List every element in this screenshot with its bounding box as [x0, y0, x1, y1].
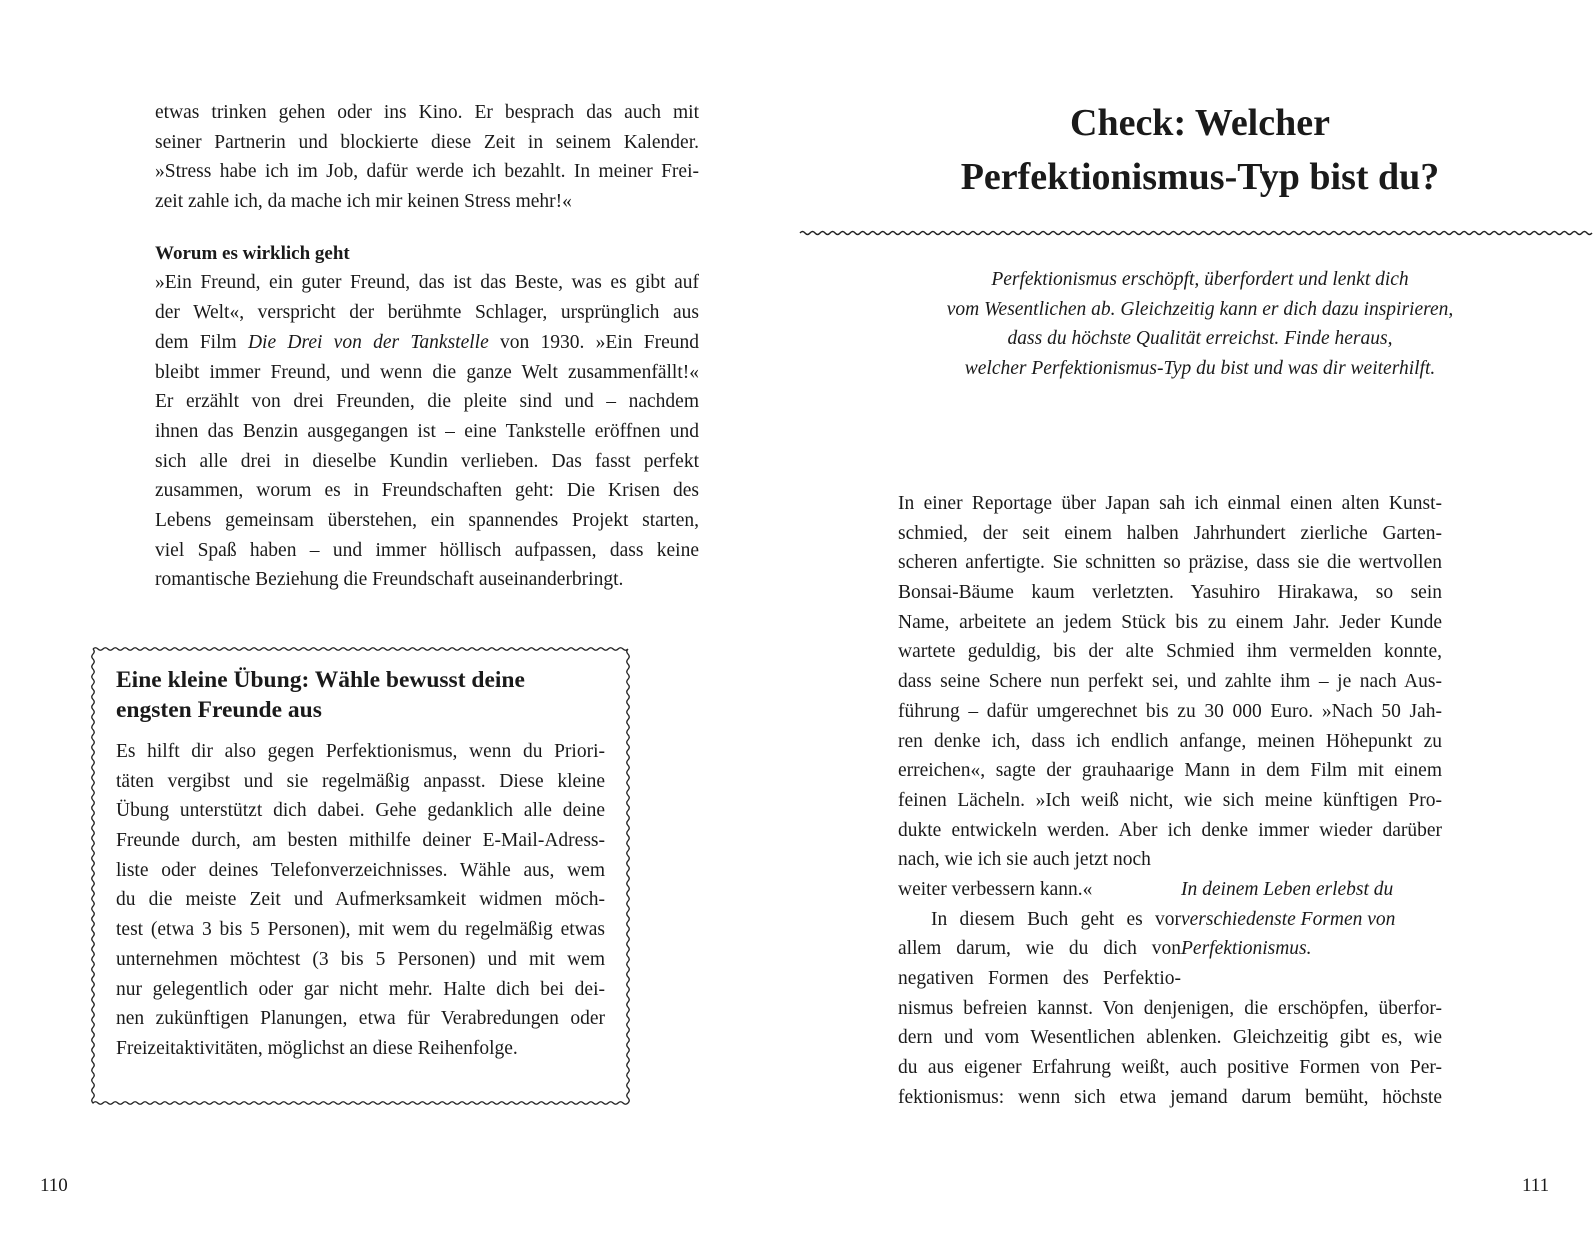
pull-quote	[1181, 875, 1442, 994]
text-line: scheren anfertigte. Sie schnitten so präzise, dass sie die wertvollen	[898, 552, 1442, 574]
chapter-teaser	[870, 265, 1530, 384]
text-span: von 1930. »Ein Freund	[488, 331, 700, 353]
text-line: test (etwa 3 bis 5 Personen), mit wem du regelmäßig etwas	[116, 919, 605, 941]
wavy-divider	[798, 227, 1594, 239]
chapter-title-line: Check: Welcher	[1070, 102, 1330, 144]
text-line: feinen Lächeln. »Ich weiß nicht, wie sich meine künftigen Pro-	[898, 789, 1442, 811]
text-line: Es hilft dir also gegen Perfektionismus, wenn du Priori-	[116, 741, 605, 762]
text-line: sich alle drei in dieselbe Kundin verlieben. Das fasst perfekt	[155, 450, 699, 472]
box-title-line: Eine kleine Übung: Wähle bewusst deine	[116, 667, 525, 693]
text-line: Lebens gemeinsam überstehen, ein spannendes Projekt starten,	[155, 509, 699, 531]
text-line: liste oder deines Telefonverzeichnisses. Wähle aus, wem	[116, 859, 605, 881]
text-line: Er erzählt von drei Freunden, die pleite sind und – nachdem	[155, 391, 699, 413]
narrow-text-column	[898, 845, 1181, 993]
teaser-line: welcher Perfektionismus-Typ du bist und was dir weiterhilft.	[964, 358, 1436, 380]
text-line: dass seine Schere nun perfekt sei, und zahlte ihm – je nach Aus-	[898, 671, 1442, 693]
text-line: »Stress habe ich im Job, dafür werde ich bezahlt. In meiner Frei-	[155, 161, 699, 183]
text-line-with-film-title	[155, 328, 699, 358]
split-with-pull-quote	[898, 845, 1442, 993]
left-page-number: 110	[40, 1175, 68, 1196]
film-title: Die Drei von der Tankstelle	[247, 331, 489, 353]
text-line: du aus eigener Erfahrung weißt, auch positive Formen von Per-	[898, 1057, 1442, 1079]
pull-quote-line: In deinem Leben erlebst du	[1181, 878, 1394, 900]
text-line: Bonsai-Bäume kaum verletzten. Yasuhiro Hirakawa, so sein	[898, 582, 1442, 604]
text-line: dukte entwickeln werden. Aber ich denke immer wieder darüber	[898, 819, 1442, 841]
exercise-box	[89, 645, 632, 1107]
text-line: ihnen das Benzin ausgegangen ist – eine Tankstelle eröffnen und	[155, 420, 699, 442]
text-line: fektionismus: wenn sich etwa jemand darum bemüht, höchste	[898, 1086, 1442, 1108]
exercise-box-title	[116, 665, 605, 725]
pull-quote-line: verschiedenste Formen von	[1181, 908, 1396, 930]
text-line: führung – dafür umgerechnet bis zu 30 000 Euro. »Nach 50 Jah-	[898, 700, 1442, 722]
text-line: weiter verbessern kann.«	[898, 878, 1093, 900]
text-line: nen zukünftigen Planungen, etwa für Verabredungen oder	[116, 1008, 605, 1030]
text-line: bleibt immer Freund, und wenn die ganze Welt zusammenfällt!«	[155, 361, 699, 383]
text-line: »Ein Freund, ein guter Freund, das ist das Beste, was es gibt auf	[155, 272, 699, 294]
text-line: etwas trinken gehen oder ins Kino. Er besprach das auch mit	[155, 102, 699, 123]
chapter-title	[880, 96, 1520, 204]
text-line: In einer Reportage über Japan sah ich einmal einen alten Kunst-	[898, 493, 1442, 514]
intro-paragraph	[155, 98, 699, 217]
text-line: allem darum, wie du dich von	[898, 938, 1181, 960]
text-line: Freizeitaktivitäten, möglichst an diese Reihenfolge.	[116, 1037, 518, 1059]
text-line: nur gelegentlich oder gar nicht mehr. Halte dich bei dei-	[116, 978, 605, 1000]
text-line: dern und vom Wesentlichen ablenken. Gleichzeitig gibt es, wie	[898, 1027, 1442, 1049]
text-line: du die meiste Zeit und Aufmerksamkeit widmen möch-	[116, 889, 605, 911]
text-line: Übung unterstützt dich dabei. Gehe gedanklich alle deine	[116, 800, 605, 822]
body-paragraph	[898, 489, 1442, 845]
right-page-column	[898, 489, 1442, 1112]
chapter-title-line: Perfektionismus-Typ bist du?	[960, 156, 1440, 198]
pull-quote-line: Perfektionismus.	[1181, 938, 1312, 960]
text-line: nismus befreien kannst. Von denjenigen, die erschöpfen, überfor-	[898, 997, 1442, 1019]
text-line: Name, arbeitete an jedem Stück bis zu einem Jahr. Jeder Kunde	[898, 611, 1442, 633]
section-subheading: Worum es wirklich geht	[155, 242, 350, 264]
teaser-line: Perfektionismus erschöpft, überfordert und lenkt dich	[991, 269, 1409, 290]
text-line: täten vergibst und sie regelmäßig anpasst. Diese kleine	[116, 770, 605, 792]
section-paragraph	[155, 268, 699, 595]
text-line: viel Spaß haben – und immer höllisch aufpassen, dass keine	[155, 539, 699, 561]
text-line: zusammen, worum es in Freundschaften geht: Die Krisen des	[155, 480, 699, 502]
exercise-box-text	[116, 737, 605, 1064]
body-paragraph-continued	[898, 994, 1442, 1113]
teaser-line: vom Wesentlichen ab. Gleichzeitig kann er dich dazu inspirieren,	[946, 298, 1454, 320]
teaser-line: dass du höchste Qualität erreichst. Finde heraus,	[1007, 328, 1393, 350]
right-page-number: 111	[1522, 1175, 1550, 1196]
text-line: romantische Beziehung die Freundschaft auseinanderbringt.	[155, 569, 624, 591]
text-line: Freunde durch, am besten mithilfe deiner E-Mail-Adress-	[116, 830, 605, 852]
text-line: nach, wie ich sie auch jetzt noch	[898, 849, 1151, 871]
text-line: zeit zahle ich, da mache ich mir keinen Stress mehr!«	[155, 191, 572, 213]
box-title-line: engsten Freunde aus	[116, 697, 322, 723]
text-line: schmied, der seit einem halben Jahrhundert zierliche Garten-	[898, 522, 1442, 544]
text-line: der Welt«, verspricht der berühmte Schlager, ursprünglich aus	[155, 302, 699, 324]
text-line: ren denke ich, dass ich endlich anfange, meinen Höhepunkt zu	[898, 730, 1442, 752]
text-line: erreichen«, sagte der grauhaarige Mann in dem Film mit einem	[898, 760, 1442, 782]
text-line: seiner Partnerin und blockierte diese Zeit in seinem Kalender.	[155, 131, 699, 153]
text-span: dem Film	[155, 331, 248, 353]
text-line: wartete geduldig, bis der alte Schmied ihm vermelden konnte,	[898, 641, 1442, 663]
text-line: In diesem Buch geht es vor	[931, 908, 1181, 930]
text-line: unternehmen möchtest (3 bis 5 Personen) und mit wem	[116, 948, 605, 970]
text-line: negativen Formen des Perfektio-	[898, 968, 1181, 989]
left-page-column	[155, 98, 699, 595]
